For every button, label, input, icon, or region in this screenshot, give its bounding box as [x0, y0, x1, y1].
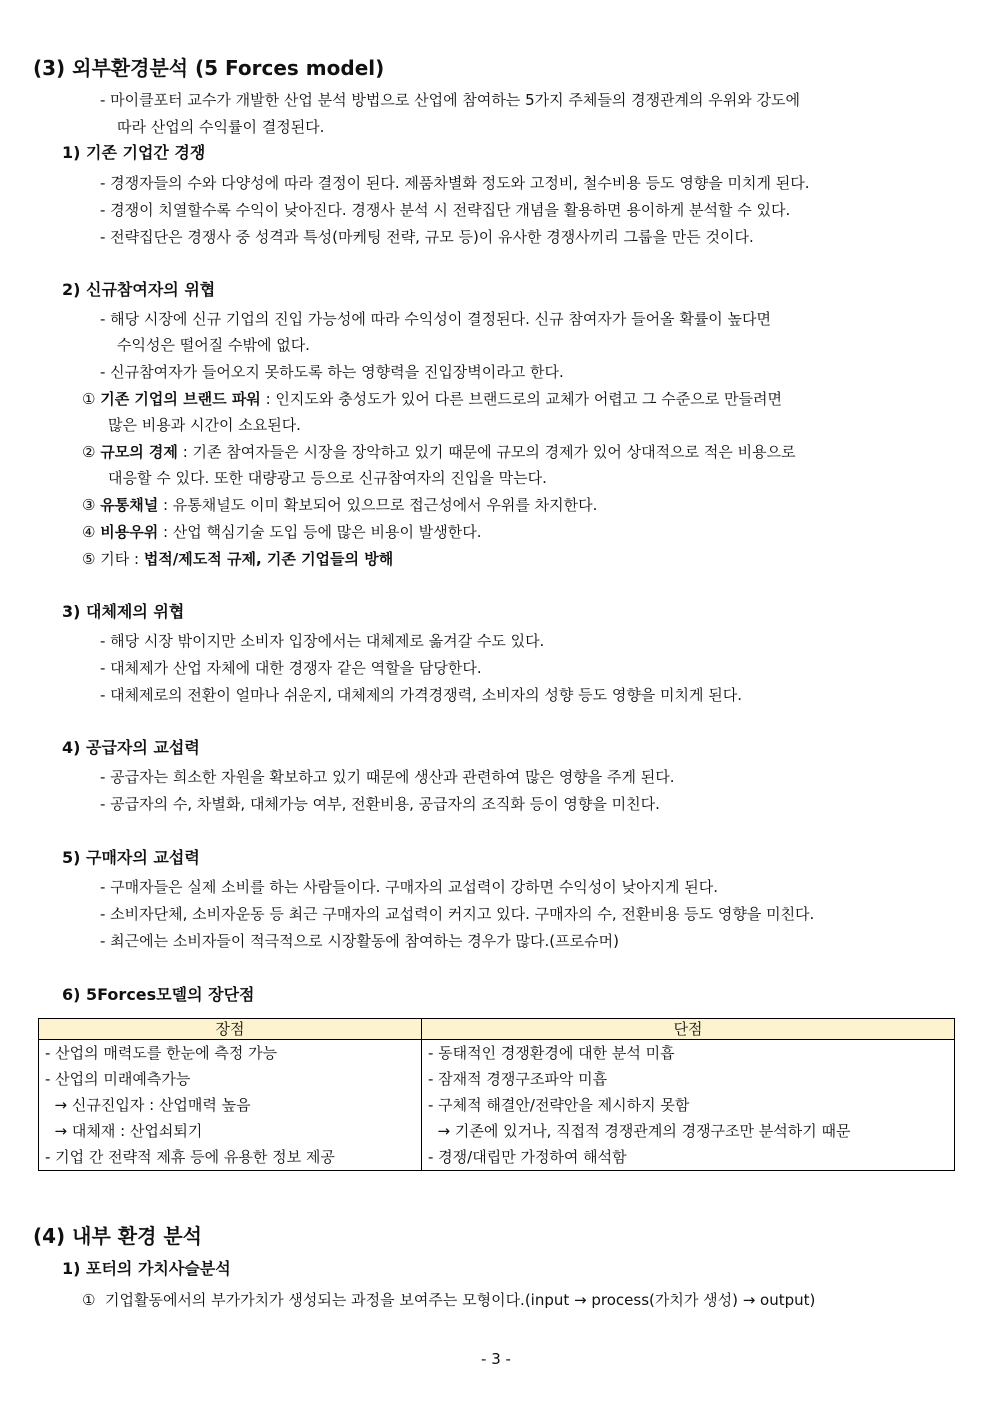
barrier-item-5	[82, 549, 393, 569]
barrier-item-2-cont: 대응할 수 있다. 또한 대량광고 등으로 신규참여자의 진입을 막는다.	[108, 469, 547, 487]
pros-item: - 산업의 매력도를 한눈에 측정 가능	[45, 1044, 278, 1062]
subsection-1-title: 1) 기존 기업간 경쟁	[62, 143, 206, 162]
subsection-5-title: 5) 구매자의 교섭력	[62, 848, 200, 867]
item-number: ②	[82, 443, 96, 461]
barrier-item-1-cont: 많은 비용과 시간이 소요된다.	[108, 416, 301, 434]
s5-line-2: - 소비자단체, 소비자운동 등 최근 구매자의 교섭력이 커지고 있다. 구매자의 수, 전환비용 등도 영향을 미친다.	[100, 905, 815, 923]
s2-line-1: - 해당 시장에 신규 기업의 진입 가능성에 따라 수익성이 결정된다. 신규 참여자가 들어올 확률이 높다면	[100, 310, 772, 328]
item-label: 유통채널	[100, 496, 159, 514]
barrier-item-4	[82, 522, 481, 542]
item-text: : 기존 참여자들은 시장을 장악하고 있기 때문에 규모의 경제가 있어 상대적으로 적은 비용으로	[177, 443, 796, 461]
pros-item: → 신규진입자 : 산업매력 높음	[45, 1096, 251, 1114]
s3-line-2: - 대체제가 산업 자체에 대한 경쟁자 같은 역할을 담당한다.	[100, 659, 482, 677]
s4-line-2: - 공급자의 수, 차별화, 대체가능 여부, 전환비용, 공급자의 조직화 등이 영향을 미친다.	[100, 795, 660, 813]
item-label: 기타 :	[100, 550, 144, 568]
intro-line-2: 따라 산업의 수익률이 결정된다.	[117, 118, 325, 136]
intro-line-1: - 마이클포터 교수가 개발한 산업 분석 방법으로 산업에 참여하는 5가지 주체들의 경쟁관계의 우위와 강도에	[100, 91, 801, 109]
page-number: - 3 -	[481, 1350, 511, 1368]
item-number: ⑤	[82, 550, 96, 568]
s5-line-1: - 구매자들은 실제 소비를 하는 사람들이다. 구매자의 교섭력이 강하면 수익성이 낮아지게 된다.	[100, 878, 719, 896]
s1-line-2: - 경쟁이 치열할수록 수익이 낮아진다. 경쟁사 분석 시 전략집단 개념을 활용하면 용이하게 분석할 수 있다.	[100, 201, 791, 219]
s1-line-1: - 경쟁자들의 수와 다양성에 따라 결정이 된다. 제품차별화 정도와 고정비, 철수비용 등도 영향을 미치게 된다.	[100, 174, 810, 192]
item-text: : 인지도와 충성도가 있어 다른 브랜드로의 교체가 어렵고 그 수준으로 만들려면	[260, 390, 782, 408]
cons-header: 단점	[422, 1019, 955, 1040]
subsection-6-title: 6) 5Forces모델의 장단점	[62, 985, 255, 1004]
item-label: 규모의 경제	[100, 443, 178, 461]
item-text: : 유통채널도 이미 확보되어 있으므로 접근성에서 우위를 차지한다.	[158, 496, 598, 514]
barrier-item-1	[82, 389, 782, 409]
pros-cons-table	[38, 1018, 955, 1171]
subsection-2-title: 2) 신규참여자의 위협	[62, 280, 216, 299]
barrier-item-2	[82, 442, 796, 462]
pros-item: - 산업의 미래예측가능	[45, 1070, 191, 1088]
subsection-4-title: 4) 공급자의 교섭력	[62, 738, 200, 757]
section-4-title: (4) 내부 환경 분석	[33, 1224, 203, 1248]
cons-item: → 기존에 있거나, 직접적 경쟁관계의 경쟁구조만 분석하기 때문	[428, 1122, 851, 1140]
cons-item: - 경쟁/대립만 가정하여 해석함	[428, 1148, 627, 1166]
table-row	[39, 1040, 955, 1171]
pros-item: - 기업 간 전략적 제휴 등에 유용한 정보 제공	[45, 1148, 335, 1166]
s3-line-3: - 대체제로의 전환이 얼마나 쉬운지, 대체제의 가격경쟁력, 소비자의 성향 등도 영향을 미치게 된다.	[100, 686, 743, 704]
cons-item: - 잠재적 경쟁구조파악 미흡	[428, 1070, 608, 1088]
barrier-item-3	[82, 495, 597, 515]
cons-item: - 동태적인 경쟁환경에 대한 분석 미흡	[428, 1044, 675, 1062]
item-label: 기존 기업의 브랜드 파워	[100, 390, 261, 408]
item-text: : 산업 핵심기술 도입 등에 많은 비용이 발생한다.	[158, 523, 482, 541]
pros-cell	[39, 1040, 422, 1171]
value-chain-item-1: ① 기업활동에서의 부가가치가 생성되는 과정을 보여주는 모형이다.(input → process(가치가 생성) → output)	[82, 1291, 816, 1309]
item-bold-text: 법적/제도적 규제, 기존 기업들의 방해	[143, 550, 394, 568]
s5-line-3: - 최근에는 소비자들이 적극적으로 시장활동에 참여하는 경우가 많다.(프로슈머)	[100, 932, 619, 950]
item-number: ④	[82, 523, 96, 541]
cons-cell	[422, 1040, 955, 1171]
section-4-subsection-1-title: 1) 포터의 가치사슬분석	[62, 1259, 231, 1278]
item-number: ①	[82, 390, 96, 408]
s1-line-3: - 전략집단은 경쟁사 중 성격과 특성(마케팅 전략, 규모 등)이 유사한 경쟁사끼리 그룹을 만든 것이다.	[100, 228, 754, 246]
section-3-title: (3) 외부환경분석 (5 Forces model)	[33, 56, 385, 80]
subsection-3-title: 3) 대체제의 위협	[62, 602, 185, 621]
pros-item: → 대체재 : 산업쇠퇴기	[45, 1122, 203, 1140]
s2-line-2: 수익성은 떨어질 수밖에 없다.	[117, 336, 310, 354]
item-number: ③	[82, 496, 96, 514]
s3-line-1: - 해당 시장 밖이지만 소비자 입장에서는 대체제로 옮겨갈 수도 있다.	[100, 632, 545, 650]
cons-item: - 구체적 해결안/전략안을 제시하지 못함	[428, 1096, 690, 1114]
table-header-row	[39, 1019, 955, 1040]
s4-line-1: - 공급자는 희소한 자원을 확보하고 있기 때문에 생산과 관련하여 많은 영향을 주게 된다.	[100, 768, 675, 786]
s2-line-3: - 신규참여자가 들어오지 못하도록 하는 영향력을 진입장벽이라고 한다.	[100, 363, 564, 381]
pros-header: 장점	[39, 1019, 422, 1040]
item-label: 비용우위	[100, 523, 159, 541]
